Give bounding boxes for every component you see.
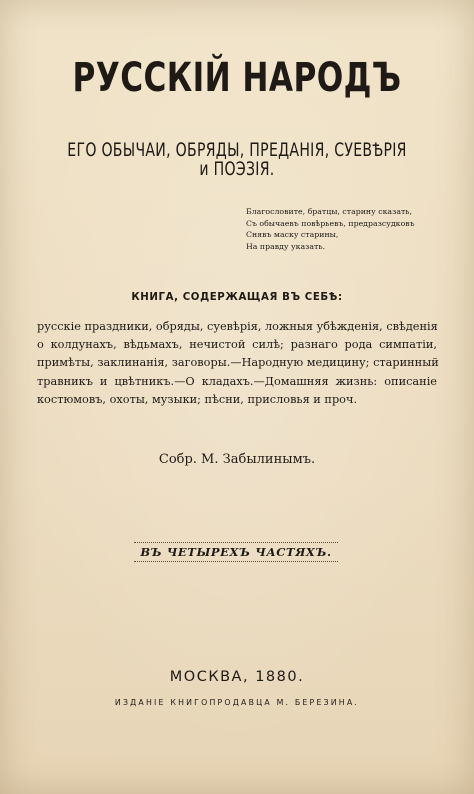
book-title: РУССКІЙ НАРОДЪ: [72, 55, 402, 101]
book-subtitle: ЕГО ОБЫЧАИ, ОБРЯДЫ, ПРЕДАНІЯ, СУЕВѢРІЯ и ПОЭЗІЯ.: [67, 139, 407, 180]
epigraph-line: На правду указать.: [246, 242, 326, 252]
imprint-publisher: ИЗДАНІЕ КНИГОПРОДАВЦА М. БЕРЕЗИНА.: [114, 698, 360, 707]
epigraph-line: Благословите, братцы, старину сказать,: [246, 207, 413, 216]
compiler-credit: Собр. М. Забылинымъ.: [158, 452, 316, 467]
imprint-city-year: МОСКВА, 1880.: [169, 669, 305, 685]
epigraph-line: Съ обычаевъ повѣрьевъ, предразсудковъ: [246, 218, 415, 228]
epigraph: [246, 206, 456, 253]
contents-heading: КНИГА, СОДЕРЖАЩАЯ ВЪ СЕБѢ:: [131, 292, 343, 303]
contents-description: [37, 318, 437, 409]
contents-line: примѣты, заклинанія, заговоры.—Народную медицину; старинный: [37, 356, 439, 370]
contents-line: русскіе праздники, обряды, суевѣрія, ложныя убѣжденія, свѣденія: [37, 320, 438, 333]
contents-line: костюмовъ, охоты, музыки; пѣсни, присловья и проч.: [37, 392, 358, 406]
contents-line: травникъ и цвѣтникъ.—О кладахъ.—Домашняя жизнь: описаніе: [37, 374, 437, 388]
epigraph-line: Снявъ маску старины,: [246, 230, 339, 240]
parts-note: ВЪ ЧЕТЫРЕХЪ ЧАСТЯХЪ.: [134, 542, 338, 562]
contents-line: о колдунахъ, вѣдьмахъ, нечистой силѣ; разнаго рода симпатіи,: [37, 338, 437, 352]
